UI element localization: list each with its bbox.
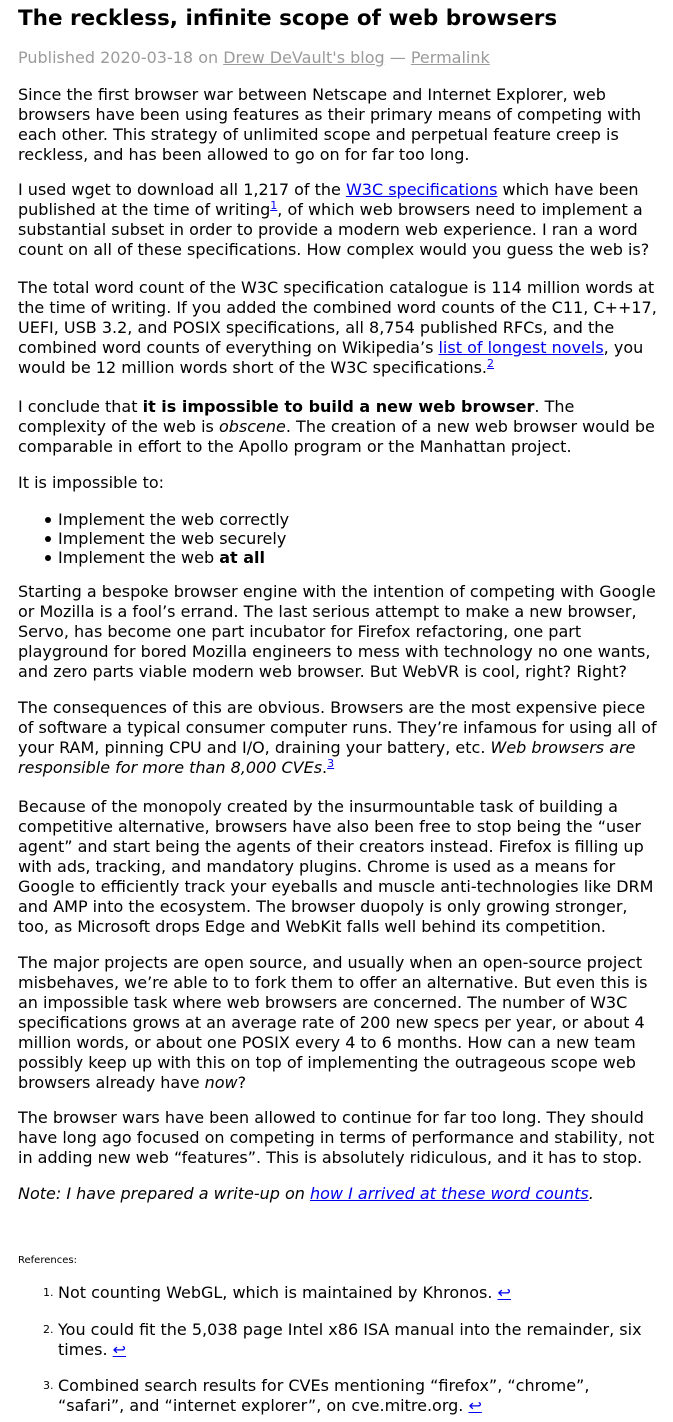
post-meta [18,47,490,69]
text-span: would be 12 million words short of the W3C specifications. [18,358,488,377]
text-line: The major projects are open source, and usually when an open-source project [18,953,643,972]
return-to-text-link[interactable]: ↩ [468,1396,482,1415]
reference-text [58,1320,663,1360]
reference-text [58,1283,663,1303]
text-line [18,338,663,358]
text-line: reckless, and has been allowed to go on for far too long. [18,145,470,164]
text-line: Servo, has become one part incubator for Firefox refactoring, one part [18,622,582,641]
text-line: possibly keep up with this on top of implementing the outrageous scope web [18,1053,636,1072]
return-to-text-link[interactable]: ↩ [112,1340,127,1359]
reference-number: 3. [43,1379,54,1392]
text-line: competitive alternative, browsers have also been free to stop being the “user [18,817,641,836]
text-line: an impossible task where web browsers are concerned. The number of W3C [18,993,628,1012]
text-line: and zero parts viable modern web browser. But WebVR is cool, right? Right? [18,662,627,681]
permalink-link[interactable]: Permalink [410,48,490,67]
text-line: You could fit the 5,038 page Intel x86 ISA manual into the remainder, six [58,1320,642,1339]
text-line: The consequences of this are obvious. Browsers are the most expensive piece [18,698,646,717]
paragraph-open-source [18,953,663,1093]
text-span: , of which web browsers need to implement a [277,200,643,219]
return-to-text-link[interactable]: ↩ [497,1283,511,1302]
meta-separator: — [384,48,411,67]
footnote-ref-3[interactable] [327,757,334,770]
text-line [18,200,663,220]
text-span: published at the time of writing [18,200,271,219]
text-span: Implement the web [58,548,220,567]
text-span: . The [534,397,575,416]
text-line: Starting a bespoke browser engine with the intention of competing with Google [18,582,656,601]
reference-text [58,1376,663,1416]
italic-text: Note: I have prepared a write-up on [18,1184,310,1203]
text-span: , you [603,338,644,357]
reference-number: 1. [43,1286,54,1299]
paragraph-browser-wars [18,1108,663,1168]
bold-text: at all [219,548,265,567]
reference-item-3 [18,1376,663,1416]
footnote-link-3[interactable]: 3 [327,757,335,770]
italic-text: Web browsers are [490,738,636,757]
text-line [18,180,663,200]
text-line: specifications grows at an average rate of 200 new specs per year, or about 4 [18,1013,645,1032]
text-line: The total word count of the W3C specification catalogue is 114 million words at [18,278,655,297]
w3c-specifications-link[interactable]: W3C specifications [345,180,498,199]
text-span: combined word counts of everything on Wikipedia’s [18,338,439,357]
text-span: Not counting WebGL, which is maintained by Khronos. [58,1283,498,1302]
text-line: substantial subset in order to provide a modern web experience. I ran a word [18,220,638,239]
text-line: comparable in effort to the Apollo program or the Manhattan project. [18,437,572,456]
text-span: “safari”, and “internet explorer”, on cve.mitre.org. [58,1396,469,1415]
text-line: Because of the monopoly created by the insurmountable task of building a [18,797,618,816]
text-line: Google to efficiently track your eyeballs and muscle anti-technologies like DRM [18,877,654,896]
text-line: in adding new web “features”. This is absolutely ridiculous, and it has to stop. [18,1148,643,1167]
reference-number: 2. [43,1323,54,1336]
word-counts-writeup-link[interactable]: how I arrived at these word counts [310,1184,589,1203]
text-line: and AMP into the ecosystem. The browser duopoly is only growing stronger, [18,897,628,916]
paragraph-note [18,1184,663,1204]
text-line: The browser wars have been allowed to continue for far too long. They should [18,1108,644,1127]
text-line [58,1283,663,1303]
references-label: References: [18,1255,77,1266]
text-line: the time of writing. If you added the combined word counts of the C11, C++17, [18,298,657,317]
text-line: or Mozilla is a fool’s errand. The last serious attempt to make a new browser, [18,602,637,621]
text-span: complexity of the web is [18,417,219,436]
text-line: agent” and start being the agents of their creators instead. Firefox is filling up [18,837,644,856]
text-line [18,738,663,758]
reference-item-1 [18,1283,663,1303]
footnote-link-2[interactable]: 2 [487,357,495,370]
text-line [58,1396,663,1416]
list-item: Implement the web securely [18,529,289,548]
footnote-ref-2[interactable] [487,357,494,370]
text-line: It is impossible to: [18,473,165,492]
text-span: . [322,758,328,777]
published-date: Published 2020-03-18 on [18,48,224,67]
text-line: misbehaves, we’re able to to fork them to offer an alternative. But even this is [18,973,648,992]
text-line [18,397,663,417]
text-span: times. [58,1340,113,1359]
text-line: million words, or about one POSIX every 4 to 6 months. How can a new team [18,1033,636,1052]
text-span: which have been [497,180,639,199]
list-item: Implement the web correctly [18,510,289,529]
text-line [18,358,663,378]
longest-novels-link[interactable]: list of longest novels [438,338,604,357]
text-line [18,417,663,437]
paragraph-conclusion [18,397,663,457]
italic-text: now [204,1073,238,1092]
bold-text: it is impossible to build a new web browser [142,397,535,416]
paragraph-impossible [18,473,663,493]
text-line: too, as Microsoft drops Edge and WebKit falls well behind its competition. [18,917,607,936]
paragraph-servo [18,582,663,682]
text-span: I used wget to download all 1,217 of the [18,180,346,199]
list-item [18,548,289,567]
text-span: browsers already have [18,1073,205,1092]
italic-text: obscene [218,417,286,436]
text-span: ? [237,1073,247,1092]
text-line [18,1073,663,1093]
text-span: . The creation of a new web browser would be [285,417,655,436]
text-line: Combined search results for CVEs mentioning “firefox”, “chrome”, [58,1376,590,1395]
text-line: playground for bored Mozilla engineers to mess with technology no one wants, [18,642,651,661]
text-line: count on all of these specifications. How complex would you guess the web is? [18,240,650,259]
footnote-link-1[interactable]: 1 [270,199,278,212]
text-line: UEFI, USB 3.2, and POSIX specifications, all 8,754 published RFCs, and the [18,318,615,337]
text-line [58,1340,663,1360]
text-line: Since the first browser war between Netscape and Internet Explorer, web [18,85,606,104]
paragraph-wget [18,180,663,260]
italic-text: responsible for more than 8,000 CVEs [18,758,323,777]
reference-item-2 [18,1320,663,1360]
paragraph-intro [18,85,663,165]
text-span: I conclude that [18,397,143,416]
paragraph-word-count [18,278,663,378]
paragraph-consequences [18,698,663,778]
text-line: each other. This strategy of unlimited scope and perpetual feature creep is [18,125,619,144]
text-line: of software a typical consumer computer runs. They’re infamous for using all of [18,718,657,737]
impossible-list [18,510,289,567]
text-line: have long ago focused on competing in terms of performance and stability, not [18,1128,655,1147]
text-line: with ads, tracking, and mandatory plugins. Chrome is used as a means for [18,857,616,876]
text-line [18,1184,663,1204]
text-line [18,758,663,778]
italic-text: . [588,1184,594,1203]
text-span: your RAM, pinning CPU and I/O, draining your battery, etc. [18,738,491,757]
paragraph-monopoly [18,797,663,937]
page-title: The reckless, infinite scope of web browsers [18,6,558,31]
text-line: browsers have been using features as their primary means of competing with [18,105,642,124]
blog-link[interactable]: Drew DeVault's blog [223,48,385,67]
